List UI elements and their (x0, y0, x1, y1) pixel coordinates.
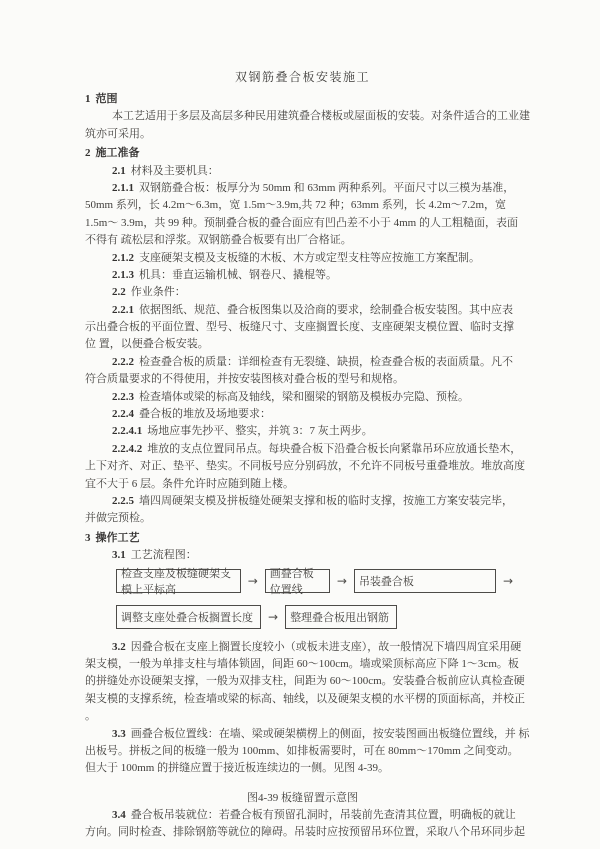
line-text: 范围 (95, 93, 118, 105)
text-line (85, 807, 520, 824)
text-line (85, 760, 520, 777)
flow-step-box: 画叠合板位置线 (265, 569, 330, 593)
line-text: 。 (85, 710, 96, 723)
item-number: 2.2 (112, 286, 126, 299)
line-text: 不得有 疏松层和浮浆。双钢筋叠合板要有出厂合格证。 (85, 234, 352, 247)
line-text: 示出叠合板的平面位置、型号、板缝尺寸、支座搁置长度、支座硬架支模位置、临时支撑 (85, 321, 514, 334)
line-text: 位 置，以便叠合板安装。 (85, 338, 209, 351)
line-text: 叠合板吊装就位：若叠合板有预留孔洞时，吊装前先查清其位置，明确板的就让 (130, 809, 516, 822)
item-number: 2.1 (112, 164, 126, 177)
line-text: 出板号。拼板之间的板缝一般为 100mm、如排板需要时，可在 80mm～170mm 之间变动。 (85, 744, 519, 757)
flow-step-box: 整理叠合板甩出钢筋 (285, 605, 397, 629)
right-arrow-icon: → (502, 573, 513, 588)
text-line (85, 232, 520, 249)
item-number: 2.2.4.1 (112, 425, 143, 438)
flow-step-box: 调整支座处叠合板搁置长度 (116, 605, 261, 629)
line-text: 的拼缝处亦设硬架支撑，一般为双排支柱，间距为 60～100cm。安装叠合板前应认真检查硬 (85, 675, 525, 688)
right-arrow-icon: → (268, 609, 279, 624)
line-text: 筑亦可采用。 (85, 127, 151, 140)
item-number: 2.1.1 (112, 181, 134, 194)
line-text: 检查墙体或梁的标高及轴线，梁和圈梁的钢筋及模板办完隐、预检。 (139, 390, 469, 403)
flowchart-row-1 (116, 567, 520, 596)
line-text: 施工准备 (95, 147, 140, 160)
line-text: 操作工艺 (95, 531, 140, 544)
line-text: 50mm 系列，长 4.2m～6.3m，宽 1.5m～3.9m,共 72 种；63mm 系列，长 4.2m～7.2m，宽 (85, 199, 507, 212)
text-line (85, 726, 530, 743)
text-line (85, 708, 520, 725)
item-number: 2.2.4 (112, 408, 134, 421)
figure-caption: 图4-39 板缝留置示意图 (247, 791, 358, 804)
text-line (85, 673, 525, 690)
text-line (85, 250, 520, 267)
item-number: 2.1.3 (112, 268, 134, 281)
document-body-top (85, 91, 530, 565)
item-number: 3.1 (112, 549, 126, 562)
text-line (85, 423, 520, 440)
item-number: 3.4 (112, 809, 126, 822)
process-flowchart (116, 569, 520, 629)
flow-step-box: 检查支座及板缝硬架支模上平标高 (116, 569, 241, 593)
text-line (85, 547, 520, 564)
right-arrow-icon: → (247, 573, 258, 588)
text-line (85, 639, 520, 656)
text-line (85, 267, 520, 284)
text-line (85, 441, 520, 458)
line-text: 画叠合板位置线：在墙、梁或硬架横楞上的侧面，按安装图画出板缝位置线，并 标 (130, 727, 530, 740)
text-line (85, 691, 525, 708)
text-line (85, 389, 520, 406)
line-text: 堆放的支点位置同吊点。每块叠合板下沿叠合板长向紧靠吊环应放通长垫木， (147, 442, 522, 455)
text-line (85, 163, 520, 180)
text-line (85, 458, 525, 475)
item-number: 2.2.1 (112, 303, 134, 316)
line-text: 材料及主要机具： (130, 164, 219, 177)
text-line (85, 319, 520, 336)
document-body-bottom (85, 807, 525, 842)
text-line (85, 108, 530, 125)
page-title: 双钢筋叠合板安装施工 (234, 70, 370, 84)
text-line (85, 656, 520, 673)
text-line (85, 336, 520, 353)
line-text: 架支模，一般为单排支柱与墙体锁固，间距 60～100cm。墙或梁顶标高应下降 1～3cm。板 (85, 657, 519, 670)
line-text: 符合质量要求的不得使用，并按安装图核对叠合板的型号和规格。 (85, 373, 404, 386)
text-line (85, 284, 520, 301)
line-text: 本工艺适用于多层及高层多种民用建筑叠合楼板或屋面板的安装。对条件适合的工业建 (112, 110, 530, 123)
text-line (85, 743, 520, 760)
text-line (85, 493, 520, 510)
section-heading (85, 91, 520, 108)
line-text: 宜不大于 6 层。条件允许时应随到随上楼。 (85, 477, 294, 490)
line-text: 双钢筋叠合板：板厚分为 50mm 和 63mm 两种系列。平面尺寸以三模为基准， (139, 181, 515, 194)
line-text: 并做完预检。 (85, 512, 151, 525)
line-text: 检查叠合板的质量：详细检查有无裂缝、缺损，检查叠合板的表面质量。凡不 (139, 355, 513, 368)
line-text: 依据图纸、规范、叠合板图集以及洽商的要求，绘制叠合板安装图。其中应表 (139, 303, 513, 316)
flowchart-row-2 (116, 605, 520, 629)
item-number: 2.1.2 (112, 251, 134, 264)
text-line (85, 824, 525, 841)
line-text: 墙四周硬架支模及拼板缝处硬架支撑和板的临时支撑，按施工方案安装完毕， (139, 494, 513, 507)
text-line (85, 180, 520, 197)
line-text: 1.5m～ 3.9m，共 99 种。预制叠合板的叠合面应有凹凸差不小于 4mm 的人工粗糙面，表面 (85, 216, 518, 229)
text-line (85, 476, 520, 493)
line-text: 支座硬架支模及支板缝的木板、木方或定型支柱等应按施工方案配制。 (139, 251, 480, 264)
text-line (85, 406, 520, 423)
item-number: 2 (85, 147, 91, 160)
line-text: 叠合板的堆放及场地要求： (139, 408, 271, 421)
line-text: 方向。同时检查、排除钢筋等就位的障碍。吊装时应按预留吊环位置，采取八个吊环同步起 (85, 826, 525, 839)
text-line (85, 126, 520, 143)
item-number: 3.3 (112, 727, 126, 740)
text-line (85, 197, 520, 214)
flow-step-box: 吊装叠合板 (354, 569, 496, 593)
section-heading (85, 145, 520, 162)
item-number: 2.2.3 (112, 390, 134, 403)
section-heading (85, 530, 520, 547)
item-number: 1 (85, 93, 91, 105)
item-number: 2.2.2 (112, 355, 134, 368)
item-number: 2.2.5 (112, 494, 134, 507)
text-line (85, 371, 520, 388)
line-text: 作业条件： (130, 286, 186, 299)
line-text: 工艺流程图： (130, 549, 197, 562)
text-line (85, 215, 520, 232)
item-number: 2.2.4.2 (112, 442, 143, 455)
line-text: 因叠合板在支座上搁置长度较小（或板未进支座），故一般情况下墙四周宜采用硬 (130, 640, 522, 653)
document-body-middle (85, 639, 530, 778)
text-line (85, 302, 520, 319)
text-line (85, 354, 520, 371)
line-text: 机具：垂直运输机械、钢卷尺、撬棍等。 (139, 268, 337, 281)
line-text: 场地应事先抄平、整实，并筑 3：7 灰土两步。 (147, 425, 373, 438)
right-arrow-icon: → (336, 573, 347, 588)
item-number: 3 (85, 531, 91, 544)
line-text: 上下对齐、对正、垫平、垫实。不同板号应分别码放，不允许不同板号重叠堆放。堆放高度 (85, 460, 525, 473)
line-text: 架支模的支撑系统，检查墙或梁的标高、轴线，以及硬架支模的水平楞的顶面标高，并校正 (85, 692, 525, 705)
item-number: 3.2 (112, 640, 126, 653)
text-line (85, 510, 520, 527)
line-text: 但大于 100mm 的拼缝应置于接近板连续边的一侧。见图 4-39。 (85, 762, 390, 775)
